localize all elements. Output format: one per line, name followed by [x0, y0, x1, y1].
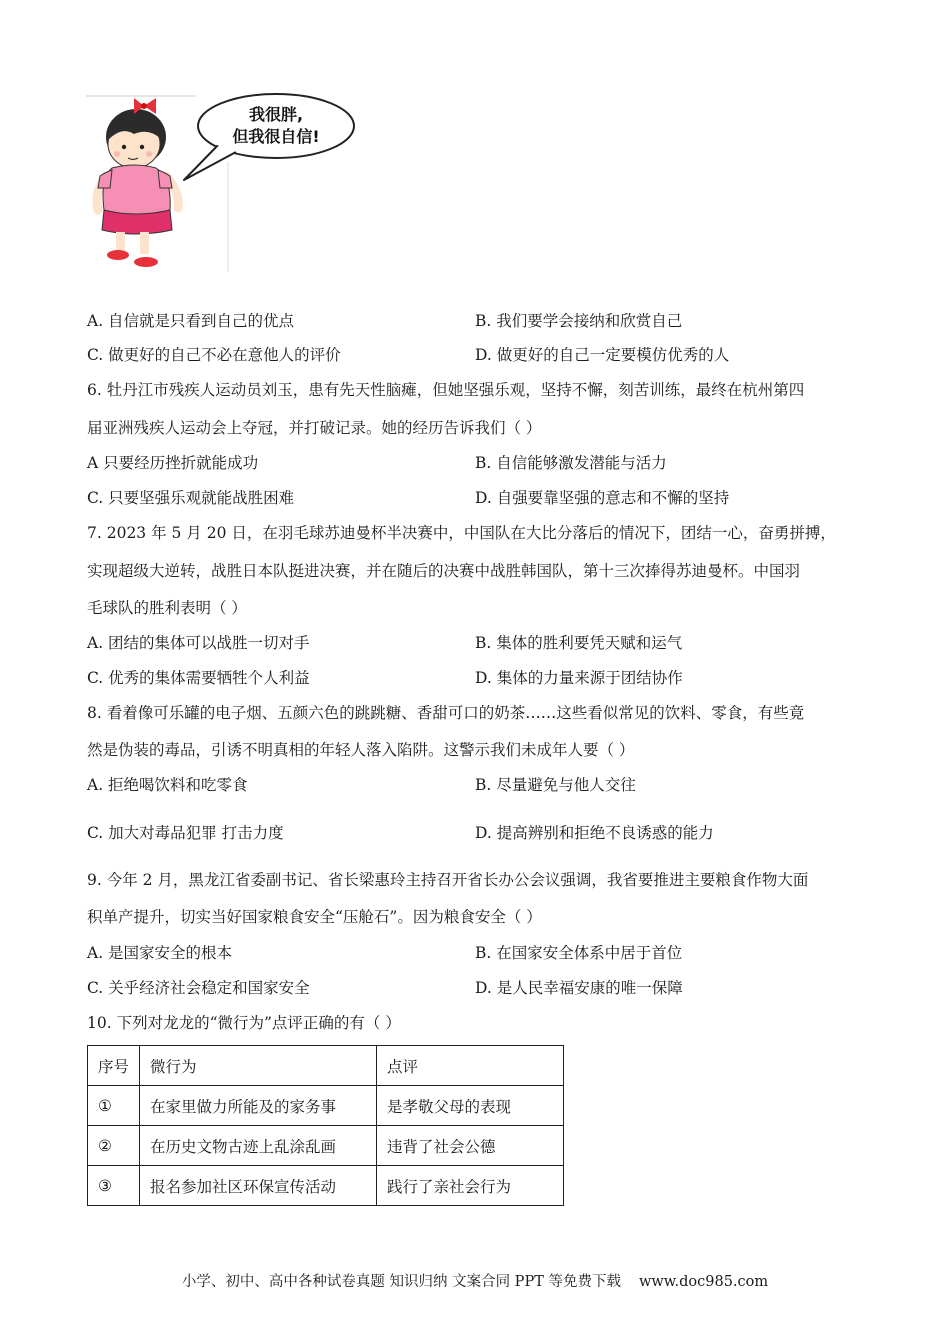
q9-stem-line2: 积单产提升，切实当好国家粮食安全“压舱石”。因为粮食安全（ ）	[87, 908, 542, 926]
q6-stem-line1: 6. 牡丹江市残疾人运动员刘玉，患有先天性脑瘫，但她坚强乐观，坚持不懈，刻苦训练，最终在杭州第四	[87, 381, 805, 399]
q8-stem-line2: 然是伪装的毒品，引诱不明真相的年轻人落入陷阱。这警示我们未成年人要（ ）	[87, 741, 635, 759]
q6-option-a: A 只要经历挫折就能成功	[87, 454, 259, 472]
q7-stem-line3: 毛球队的胜利表明（ ）	[87, 599, 247, 617]
table-cell: 报名参加社区环保宣传活动	[140, 1166, 377, 1206]
q7-option-c: C. 优秀的集体需要牺牲个人利益	[87, 669, 310, 687]
q8-option-a: A. 拒绝喝饮料和吃零食	[87, 776, 248, 794]
q5-option-d: D. 做更好的自己一定要模仿优秀的人	[475, 346, 730, 364]
table-cell: ③	[88, 1166, 140, 1206]
table-header-cell: 点评	[377, 1046, 564, 1086]
q10-stem: 10. 下列对龙龙的“微行为”点评正确的有（ ）	[87, 1014, 401, 1032]
table-row	[88, 1166, 564, 1206]
q9-option-d: D. 是人民幸福安康的唯一保障	[475, 979, 683, 997]
q5-option-b: B. 我们要学会接纳和欣赏自己	[475, 312, 683, 330]
q5-option-a: A. 自信就是只看到自己的优点	[87, 312, 295, 330]
table-header-row	[88, 1046, 564, 1086]
q6-option-b: B. 自信能够激发潜能与活力	[475, 454, 667, 472]
footer-text: 小学、初中、高中各种试卷真题 知识归纳 文案合同 PPT 等免费下载	[181, 1274, 621, 1290]
q9-option-b: B. 在国家安全体系中居于首位	[475, 944, 683, 962]
table-header-cell: 微行为	[140, 1046, 377, 1086]
micro-behavior-table	[87, 1045, 564, 1206]
q7-stem-line1: 7. 2023 年 5 月 20 日，在羽毛球苏迪曼杯半决赛中，中国队在大比分落后的情况下，团结一心，奋勇拼搏，	[87, 524, 836, 542]
page-footer	[0, 1270, 950, 1291]
q7-option-a: A. 团结的集体可以战胜一切对手	[87, 634, 310, 652]
q8-option-d: D. 提高辨别和拒绝不良诱惑的能力	[475, 824, 714, 842]
q9-stem-line1: 9. 今年 2 月，黑龙江省委副书记、省长梁惠玲主持召开省长办公会议强调，我省要推进主要粮食作物大面	[87, 871, 809, 889]
table-cell: 在家里做力所能及的家务事	[140, 1086, 377, 1126]
footer-url-link[interactable]: www.doc985.com	[638, 1274, 769, 1290]
q7-option-d: D. 集体的力量来源于团结协作	[475, 669, 683, 687]
q7-option-b: B. 集体的胜利要凭天赋和运气	[475, 634, 683, 652]
q8-option-c: C. 加大对毒品犯罪 打击力度	[87, 824, 284, 842]
bubble-text-line2: 但我很自信!	[232, 127, 320, 146]
table-cell: 在历史文物古迹上乱涂乱画	[140, 1126, 377, 1166]
table-header-cell: 序号	[88, 1046, 140, 1086]
table-row	[88, 1086, 564, 1126]
q9-option-a: A. 是国家安全的根本	[87, 944, 233, 962]
table-cell: 是孝敬父母的表现	[377, 1086, 564, 1126]
q8-stem-line1: 8. 看着像可乐罐的电子烟、五颜六色的跳跳糖、香甜可口的奶茶……这些看似常见的饮料、零食，有些竟	[87, 704, 805, 722]
q7-stem-line2: 实现超级大逆转，战胜日本队挺进决赛，并在随后的决赛中战胜韩国队，第十三次捧得苏迪曼杯。中国羽	[87, 562, 801, 580]
q6-stem-line2: 届亚洲残疾人运动会上夺冠，并打破记录。她的经历告诉我们（ ）	[87, 419, 542, 437]
table-cell: 践行了亲社会行为	[377, 1166, 564, 1206]
table-cell: ①	[88, 1086, 140, 1126]
q6-option-c: C. 只要坚强乐观就能战胜困难	[87, 489, 295, 507]
table-row	[88, 1126, 564, 1166]
table-cell: 违背了社会公德	[377, 1126, 564, 1166]
table-cell: ②	[88, 1126, 140, 1166]
q8-option-b: B. 尽量避免与他人交往	[475, 776, 636, 794]
q5-option-c: C. 做更好的自己不必在意他人的评价	[87, 346, 341, 364]
q6-option-d: D. 自强要靠坚强的意志和不懈的坚持	[475, 489, 730, 507]
bubble-text-line1: 我很胖,	[248, 105, 304, 124]
q9-option-c: C. 关乎经济社会稳定和国家安全	[87, 979, 310, 997]
girl-illustration	[86, 92, 366, 277]
